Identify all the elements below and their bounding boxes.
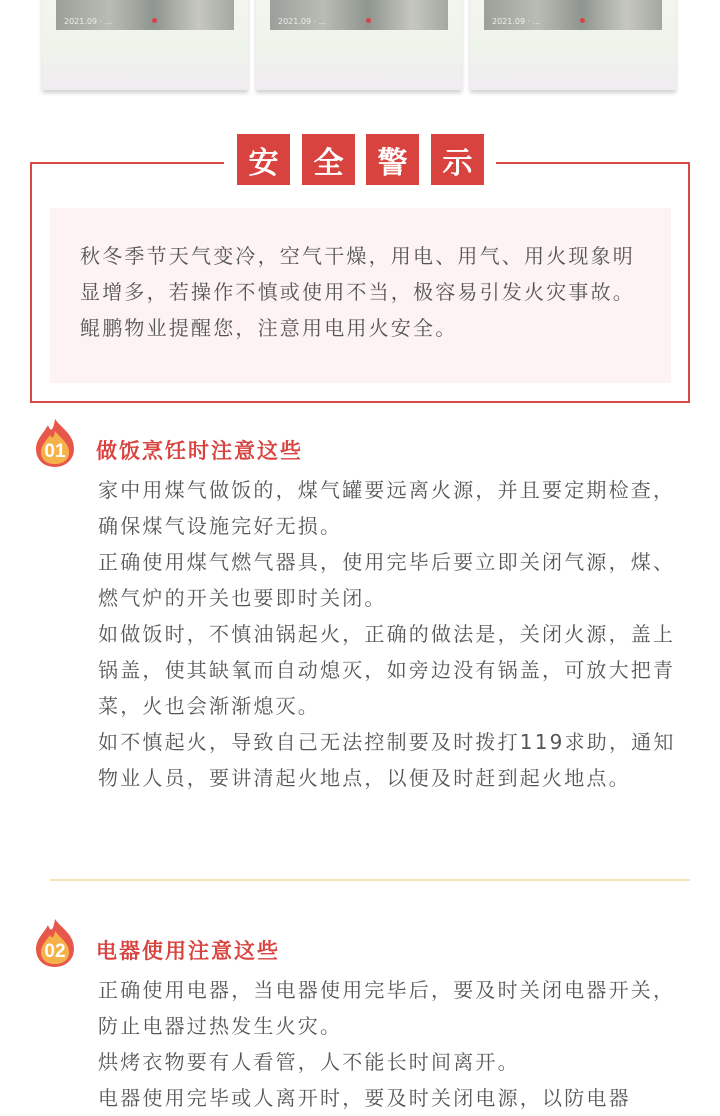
photo-card[interactable] xyxy=(42,0,248,90)
location-pin-icon xyxy=(152,18,157,23)
section-number: 01 xyxy=(44,441,66,462)
event-photo xyxy=(56,0,234,30)
photo-card[interactable] xyxy=(470,0,676,90)
section-paragraph: 烘烤衣物要有人看管，人不能长时间离开。 xyxy=(98,1050,520,1074)
photo-stamp: 2021.09 · ... xyxy=(492,17,541,26)
section-paragraph: 正确使用煤气燃气器具，使用完毕后要立即关闭气源，煤、燃气炉的开关也要即时关闭。 xyxy=(98,550,676,610)
photo-card[interactable] xyxy=(256,0,462,90)
warning-title-char: 安 xyxy=(237,134,290,185)
location-pin-icon xyxy=(366,18,371,23)
section-paragraph: 如做饭时，不慎油锅起火，正确的做法是，关闭火源，盖上锅盖，使其缺氧而自动熄灭，如旁边没有锅盖，可放大把青菜，火也会渐渐熄灭。 xyxy=(98,622,676,718)
section-title: 电器使用注意这些 xyxy=(96,939,280,963)
flame-number-icon xyxy=(34,418,76,468)
photo-strip xyxy=(0,0,720,96)
section-paragraph: 电器使用完毕或人离开时，要及时关闭电源，以防电器 xyxy=(98,1086,631,1110)
flame-number-icon xyxy=(34,918,76,968)
section-body xyxy=(98,972,680,1116)
warning-title-char: 全 xyxy=(302,134,355,185)
section-number: 02 xyxy=(44,941,66,962)
section-paragraph: 正确使用电器，当电器使用完毕后，要及时关闭电器开关，防止电器过热发生火灾。 xyxy=(98,978,676,1038)
location-pin-icon xyxy=(580,18,585,23)
section-divider xyxy=(50,879,690,881)
warning-text: 秋冬季节天气变冷，空气干燥，用电、用气、用火现象明显增多，若操作不慎或使用不当，极容易引发火灾事故。鲲鹏物业提醒您，注意用电用火安全。 xyxy=(80,244,635,340)
photo-stamp: 2021.09 · ... xyxy=(278,17,327,26)
event-photo xyxy=(484,0,662,30)
warning-title-char: 示 xyxy=(431,134,484,185)
event-photo xyxy=(270,0,448,30)
section-paragraph: 如不慎起火，导致自己无法控制要及时拨打119求助，通知物业人员，要讲清起火地点，以便及时赶到起火地点。 xyxy=(98,730,676,790)
warning-title-char: 警 xyxy=(366,134,419,185)
section-title: 做饭烹饪时注意这些 xyxy=(96,439,303,463)
section-body xyxy=(98,472,680,796)
section-paragraph: 家中用煤气做饭的，煤气罐要远离火源，并且要定期检查，确保煤气设施完好无损。 xyxy=(98,478,676,538)
photo-stamp: 2021.09 · ... xyxy=(64,17,113,26)
